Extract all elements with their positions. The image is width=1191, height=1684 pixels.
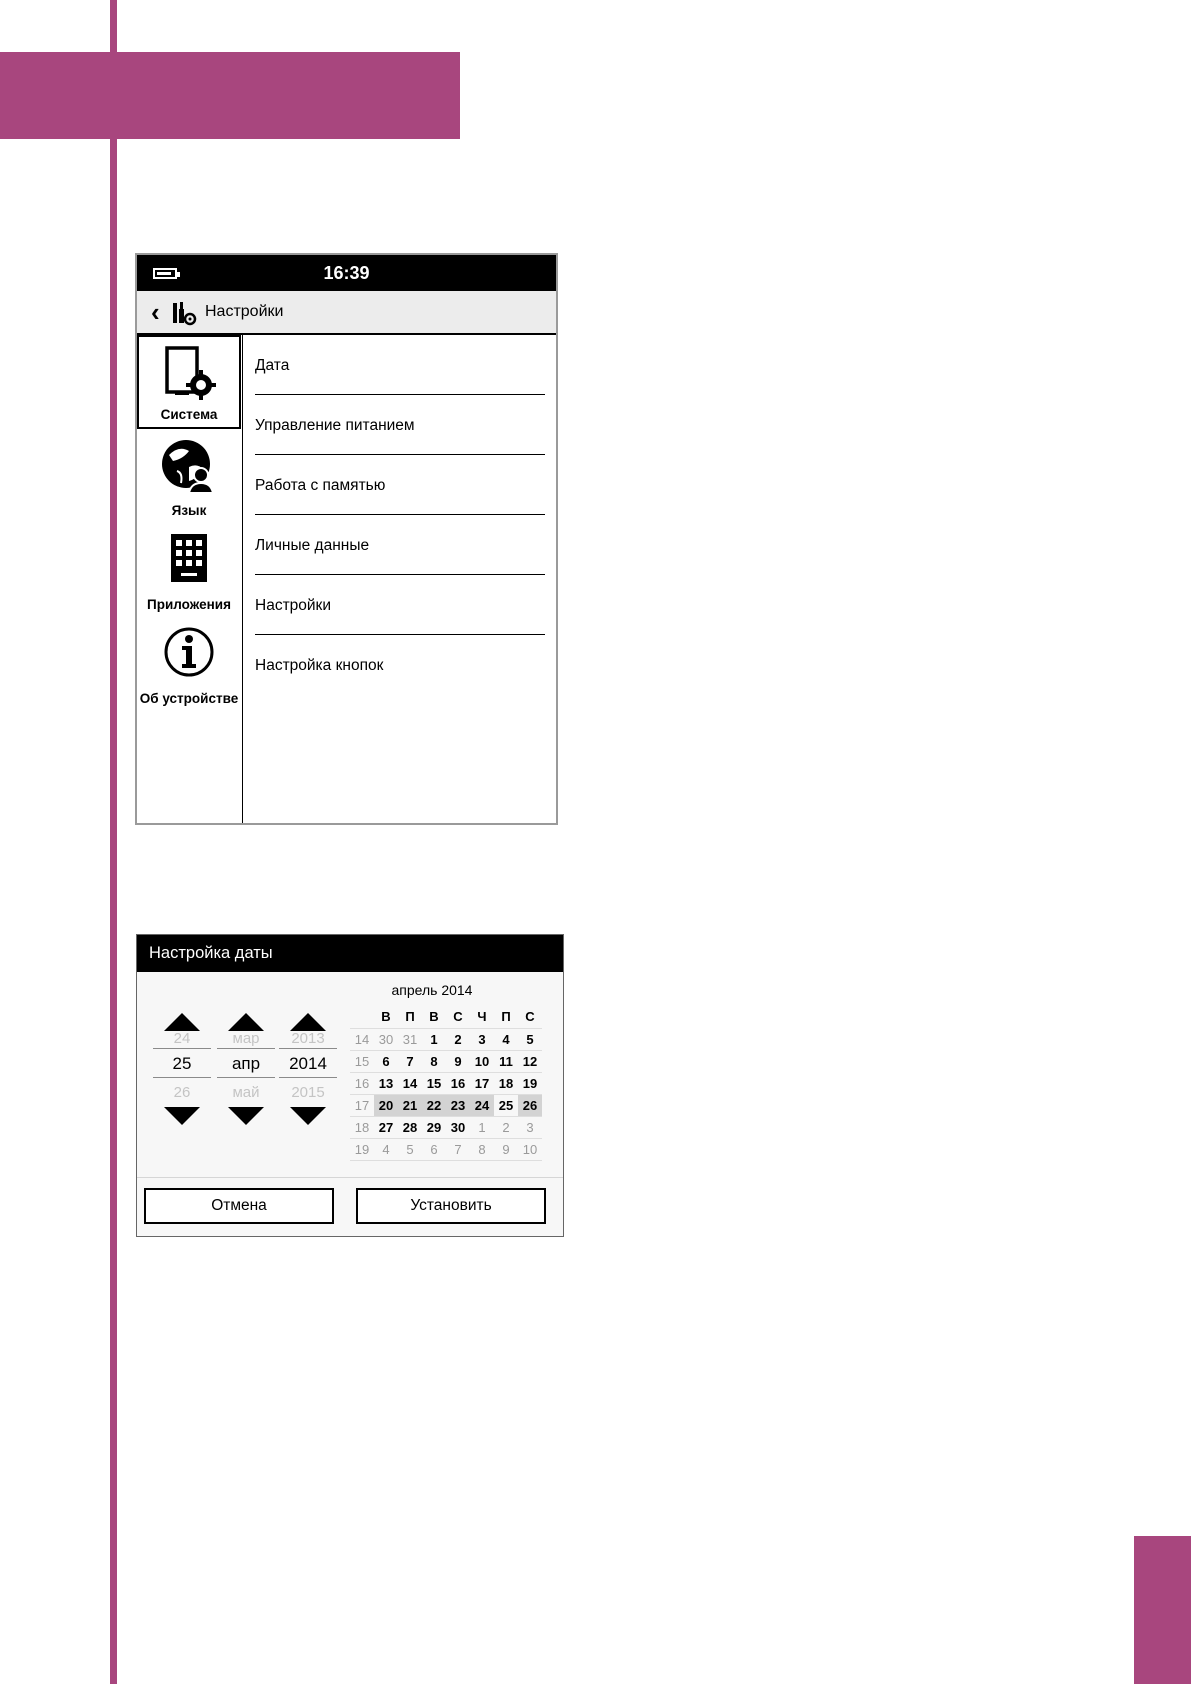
day-next-value: 26 [173,1084,191,1101]
tablet-gear-icon [159,345,219,403]
calendar-day[interactable]: 17 [474,1076,490,1091]
calendar-day[interactable]: 1 [478,1120,486,1135]
menu-item-memory[interactable]: Работа с памятью [255,455,545,515]
settings-title-bar [137,291,556,335]
calendar-day[interactable]: 2 [454,1032,462,1047]
calendar-day[interactable]: 5 [406,1142,414,1157]
back-chevron-icon[interactable]: ‹ [151,297,160,327]
calendar-day[interactable]: 3 [526,1120,534,1135]
calendar-week-row [350,1095,542,1117]
calendar-day[interactable]: 26 [518,1095,542,1116]
week-number: 16 [354,1076,370,1091]
calendar-grid [350,1005,542,1161]
calendar-week-row [350,1029,542,1051]
menu-item-buttons[interactable]: Настройка кнопок [255,657,384,674]
month-current-value: апр [217,1051,275,1078]
calendar-day[interactable]: 31 [402,1032,418,1047]
status-bar [137,255,556,291]
weekday-label: П [405,1009,415,1024]
week-number: 19 [354,1142,370,1157]
calendar-day[interactable]: 7 [406,1054,414,1069]
calendar-day[interactable]: 1 [430,1032,438,1047]
calendar-day[interactable]: 27 [378,1120,394,1135]
day-prev-value: 24 [153,1029,211,1049]
calendar-day[interactable]: 22 [422,1095,446,1116]
weekday-label: П [501,1009,511,1024]
status-clock: 16:39 [323,263,370,283]
year-spinner[interactable] [279,1013,337,1125]
week-number: 14 [354,1032,370,1047]
calendar-day[interactable]: 10 [474,1054,490,1069]
calendar-day[interactable]: 4 [382,1142,390,1157]
day-spinner[interactable] [153,1013,211,1125]
set-button[interactable]: Установить [356,1188,546,1224]
settings-tools-icon [171,300,197,326]
calendar-day[interactable]: 13 [378,1076,394,1091]
category-label: Язык [171,503,207,518]
weekday-label: С [453,1009,463,1024]
month-spinner[interactable] [217,1013,275,1125]
calendar-day[interactable]: 24 [470,1095,494,1116]
cancel-button[interactable]: Отмена [144,1188,334,1224]
calendar-day[interactable]: 14 [402,1076,418,1091]
month-prev-value: мар [217,1029,275,1049]
calendar-day[interactable]: 10 [522,1142,538,1157]
settings-menu [255,335,545,695]
calendar-day[interactable]: 9 [454,1054,462,1069]
calendar-day[interactable]: 25 [498,1098,514,1113]
category-label: Система [160,407,218,422]
menu-item-settings[interactable]: Настройки [255,575,545,635]
weekday-label: В [381,1009,391,1024]
year-next-value: 2015 [291,1084,325,1101]
weekday-label: С [525,1009,535,1024]
accent-header-banner [0,52,460,139]
menu-item-power[interactable]: Управление питанием [255,395,545,455]
day-current-value: 25 [153,1051,211,1078]
calendar-day[interactable]: 11 [499,1054,513,1069]
category-about[interactable] [137,617,241,711]
calendar-day[interactable]: 28 [402,1120,418,1135]
apps-grid-icon [159,531,219,589]
category-label: Приложения [147,597,231,612]
category-apps[interactable] [137,523,241,617]
calendar-title: апрель 2014 [391,982,473,998]
week-number: 17 [354,1098,370,1113]
accent-corner-block [1134,1536,1191,1684]
calendar-day[interactable]: 5 [526,1032,534,1047]
calendar-day[interactable]: 29 [426,1120,442,1135]
calendar-day[interactable]: 9 [502,1142,510,1157]
calendar-day[interactable]: 3 [478,1032,486,1047]
calendar-week-row [350,1139,542,1161]
calendar-day[interactable]: 30 [450,1120,466,1135]
year-down-arrow-icon[interactable] [290,1107,326,1125]
calendar-day[interactable]: 6 [382,1054,390,1069]
calendar-day[interactable]: 12 [522,1054,538,1069]
date-dialog [136,934,564,1237]
calendar-day[interactable]: 20 [374,1095,398,1116]
calendar-day[interactable]: 30 [378,1032,394,1047]
calendar-day[interactable]: 23 [446,1095,470,1116]
calendar-day[interactable]: 21 [398,1095,422,1116]
calendar-week-row [350,1073,542,1095]
info-icon [159,625,219,683]
calendar-day[interactable]: 8 [430,1054,438,1069]
menu-item-personal[interactable]: Личные данные [255,515,545,575]
page-title: Настройки [205,303,284,320]
dialog-title: Настройка даты [137,935,563,972]
calendar-week-row [350,1117,542,1139]
category-sidebar [137,335,243,823]
year-current-value: 2014 [279,1051,337,1078]
weekday-label: Ч [477,1009,487,1024]
calendar-day[interactable]: 18 [498,1076,514,1091]
category-system[interactable] [137,335,241,429]
calendar-day[interactable]: 19 [522,1076,538,1091]
calendar-day[interactable]: 7 [454,1142,462,1157]
category-label: Об устройстве [139,691,239,706]
calendar-day[interactable]: 15 [426,1076,442,1091]
accent-vertical-bar [110,0,117,1684]
month-down-arrow-icon[interactable] [228,1107,264,1125]
menu-item-date[interactable]: Дата [255,335,545,395]
calendar-day[interactable]: 4 [502,1032,510,1047]
category-language[interactable] [137,429,241,523]
week-number: 15 [354,1054,370,1069]
calendar-weekday-row [350,1005,542,1029]
weeknum-header [350,1006,374,1027]
calendar-day[interactable]: 6 [430,1142,438,1157]
month-next-value: май [232,1084,260,1101]
globe-user-icon [159,437,219,495]
calendar-day[interactable]: 2 [502,1120,510,1135]
weekday-label: В [429,1009,439,1024]
week-number: 18 [354,1120,370,1135]
day-down-arrow-icon[interactable] [164,1107,200,1125]
calendar-day[interactable]: 16 [450,1076,466,1091]
year-prev-value: 2013 [279,1029,337,1049]
calendar-day[interactable]: 8 [478,1142,486,1157]
calendar-week-row [350,1051,542,1073]
dialog-divider [137,1177,563,1178]
settings-screen [135,253,558,825]
